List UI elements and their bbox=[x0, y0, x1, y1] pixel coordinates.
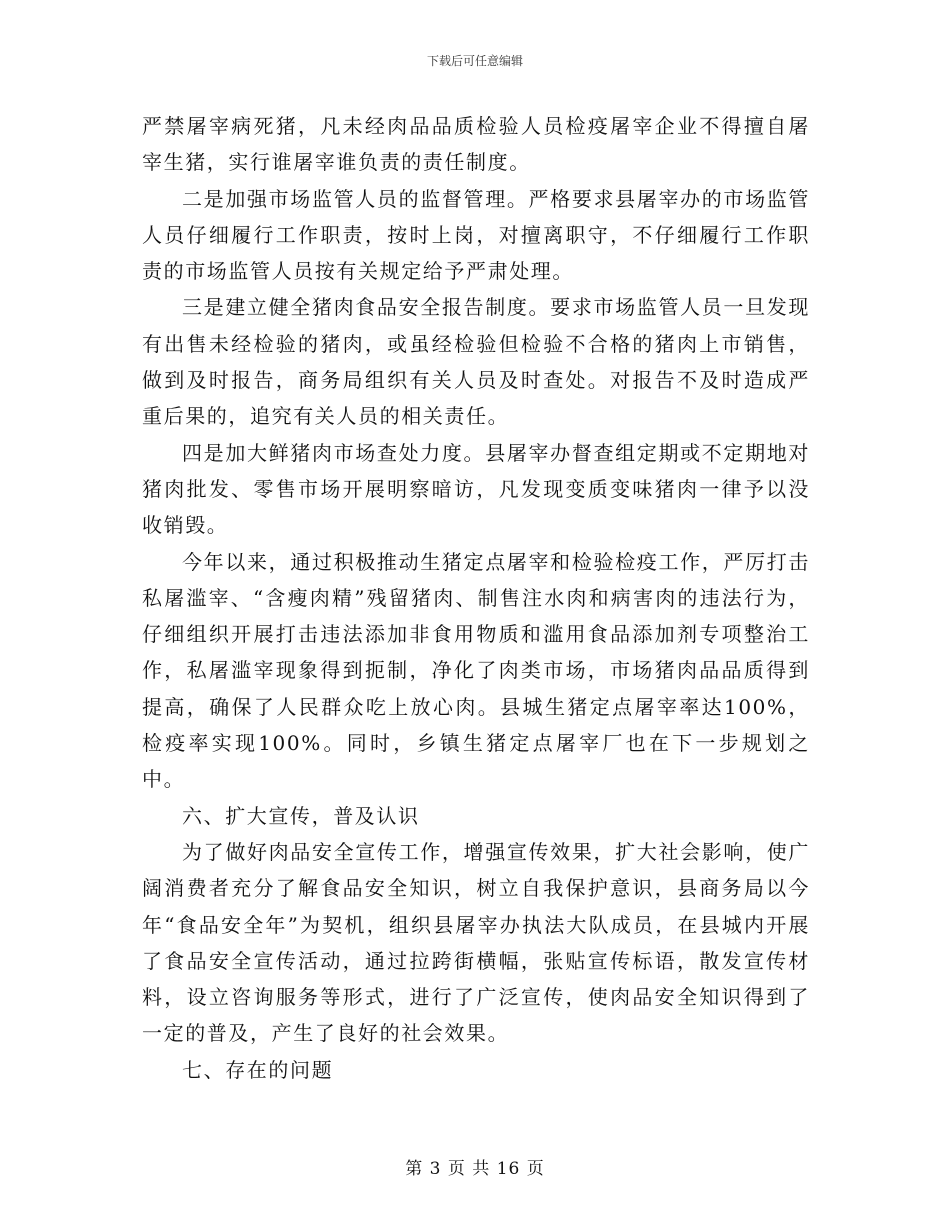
body-text bbox=[142, 108, 810, 1088]
paragraph-1: 严禁屠宰病死猪，凡未经肉品品质检验人员检疫屠宰企业不得擅自屠宰生猪，实行谁屠宰谁负责的责任制度。 bbox=[142, 114, 810, 175]
section-heading-7: 七、存在的问题 bbox=[182, 1057, 334, 1082]
paragraph-2: 二是加强市场监管人员的监督管理。严格要求县屠宰办的市场监管人员仔细履行工作职责，按时上岗，对擅离职守，不仔细履行工作职责的市场监管人员按有关规定给予严肃处理。 bbox=[142, 186, 810, 284]
paragraph-4: 四是加大鲜猪肉市场查处力度。县屠宰办督查组定期或不定期地对猪肉批发、零售市场开展明察暗访，凡发现变质变味猪肉一律予以没收销毁。 bbox=[142, 440, 810, 538]
page-footer: 第 3 页 共 16 页 bbox=[405, 1159, 545, 1179]
paragraph-6: 为了做好肉品安全宣传工作，增强宣传效果，扩大社会影响，使广阔消费者充分了解食品安全知识，树立自我保护意识，县商务局以今年“食品安全年”为契机，组织县屠宰办执法大队成员，在县城内开展了食品安全宣传活动，通过拉跨街横幅，张贴宣传标语，散发宣传材料，设立咨询服务等形式，进行了广泛宣传，使肉品安全知识得到了一定的普及，产生了良好的社会效果。 bbox=[142, 839, 810, 1046]
section-heading-6: 六、扩大宣传，普及认识 bbox=[182, 803, 420, 828]
page-header: 下载后可任意编辑 bbox=[426, 54, 523, 68]
paragraph-3: 三是建立健全猪肉食品安全报告制度。要求市场监管人员一旦发现有出售未经检验的猪肉，或虽经检验但检验不合格的猪肉上市销售，做到及时报告，商务局组织有关人员及时查处。对报告不及时造成严重后果的，追究有关人员的相关责任。 bbox=[142, 295, 810, 429]
paragraph-5: 今年以来，通过积极推动生猪定点屠宰和检验检疫工作，严厉打击私屠滥宰、“含瘦肉精”残留猪肉、制售注水肉和病害肉的违法行为，仔细组织开展打击违法添加非食用物质和滥用食品添加剂专项整治工作，私屠滥宰现象得到扼制，净化了肉类市场，市场猪肉品品质得到提高，确保了人民群众吃上放心肉。县城生猪定点屠宰率达100%，检疫率实现100%。同时，乡镇生猪定点屠宰厂也在下一步规划之中。 bbox=[142, 549, 810, 792]
